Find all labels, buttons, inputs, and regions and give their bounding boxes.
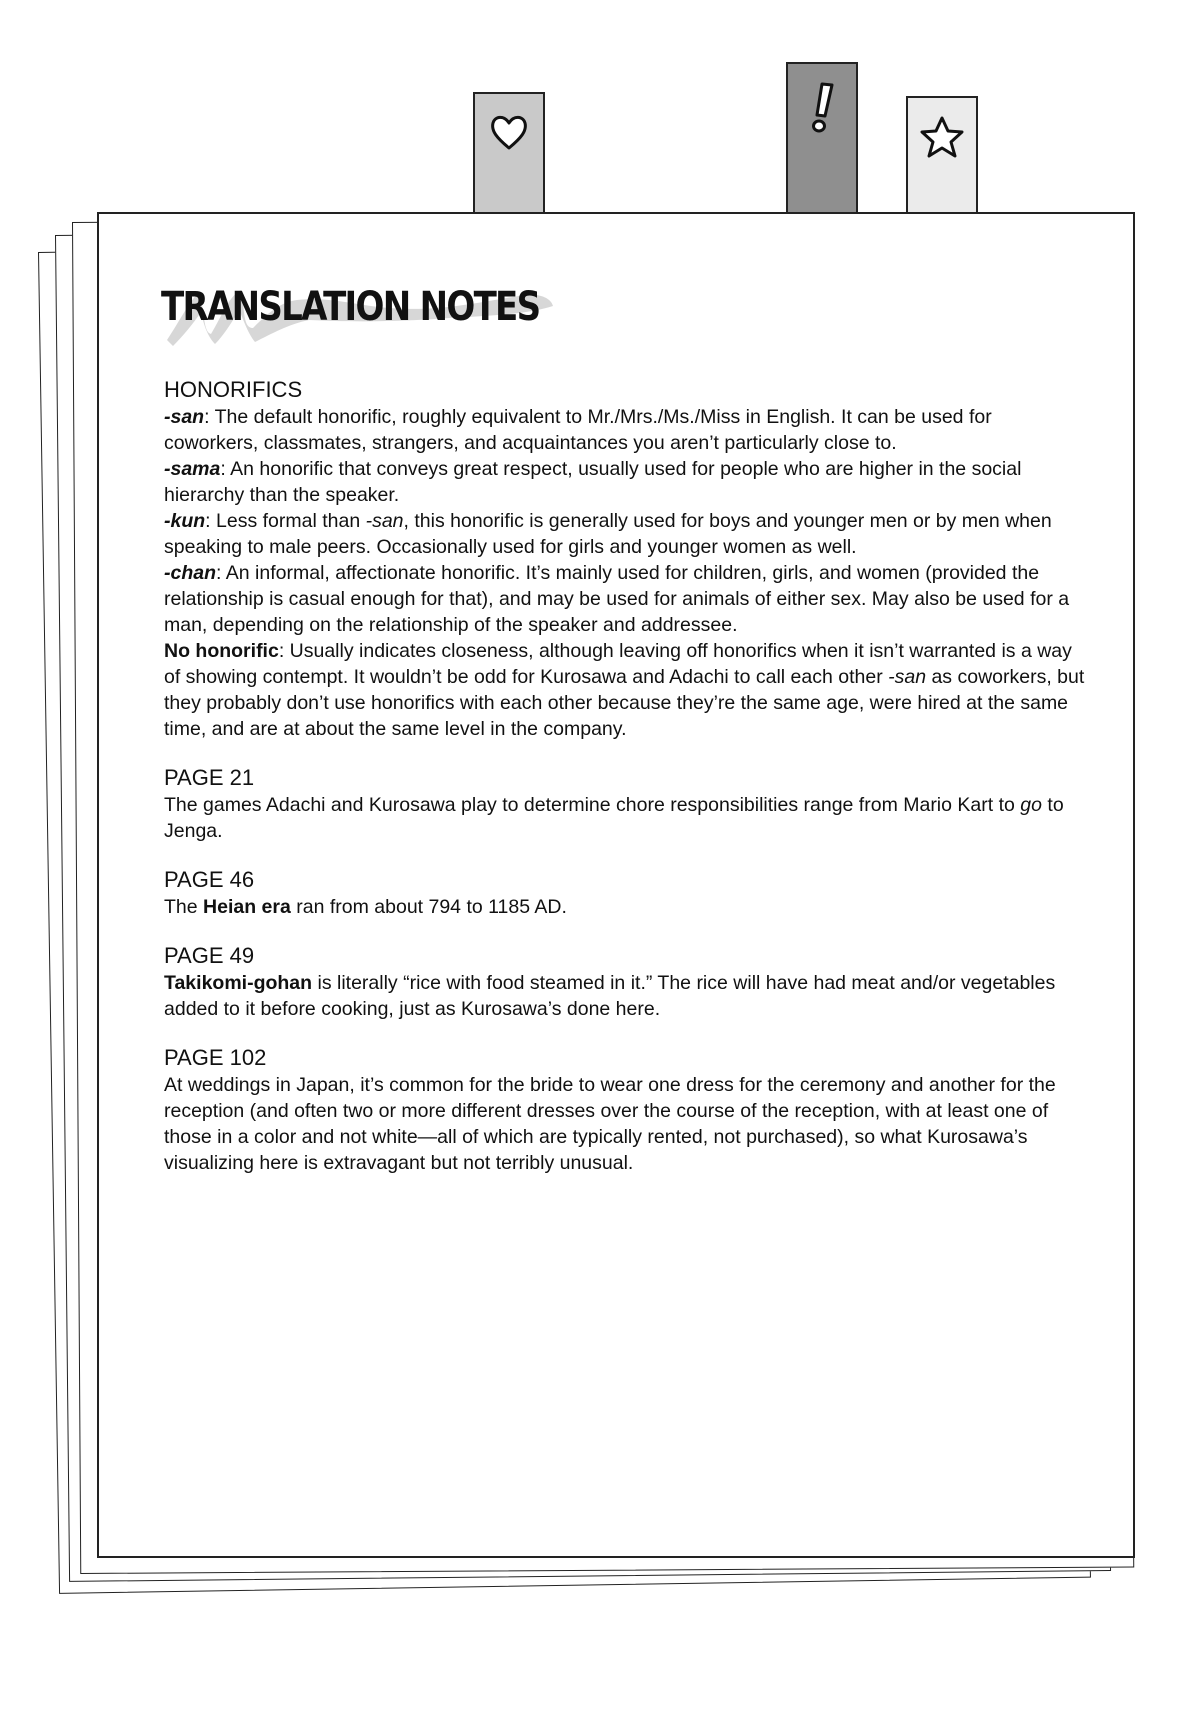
honorifics-heading: HONORIFICS [164, 377, 303, 402]
note-sama [164, 456, 1089, 508]
term-takikomi-gohan: Takikomi-gohan [164, 972, 313, 994]
page-21-text-2: to Jenga. [164, 794, 1064, 842]
page-49-note [164, 970, 1089, 1022]
page-49-section [164, 942, 1089, 1022]
page-49-text: is literally “rice with food steamed in it.” The rice will have had meat and/or vegetables added to it before cooking, just as Kurosawa’s done here. [164, 972, 1056, 1020]
note-kun [164, 508, 1089, 560]
bookmark-tab-exclamation [786, 62, 858, 226]
page-21-text-1: The games Adachi and Kurosawa play to determine chore responsibilities range from Mario Kart to [164, 794, 1021, 816]
page-21-heading: PAGE 21 [164, 765, 255, 790]
translation-notes-page [97, 212, 1135, 1558]
page-21-go: go [1020, 794, 1042, 816]
ref-san-2: -san [888, 666, 927, 688]
term-kun: -kun [164, 510, 206, 532]
term-chan: -chan [164, 562, 217, 584]
star-icon [918, 114, 966, 160]
honorifics-section [164, 376, 1089, 742]
page-102-heading: PAGE 102 [164, 1045, 267, 1070]
page-21-note [164, 792, 1089, 844]
bookmark-tab-star [906, 96, 978, 226]
term-sama: -sama [164, 458, 221, 480]
page-title: TRANSLATION NOTES [161, 284, 540, 330]
title-block [159, 262, 599, 352]
text-chan: : An informal, affectionate honorific. It’s mainly used for children, girls, and women (provided the relationship is casual enough for that), and may be used for animals of either sex. May also be used for a man, depending on the relationship of the speaker and addressee. [164, 562, 1070, 636]
page-21-section [164, 764, 1089, 844]
note-no-honorific [164, 638, 1089, 742]
page-46-text-2: ran from about 794 to 1185 AD. [290, 896, 567, 918]
term-no-honorific: No honorific [164, 640, 279, 662]
page-102-note: At weddings in Japan, it’s common for the bride to wear one dress for the ceremony and another for the reception (and often two or more different dresses over the course of the reception, with at least one of those in a color and not white—all of which are typically rented, not purchased), so what Kurosawa’s visualizing here is extravagant but not terribly unusual. [164, 1074, 1056, 1174]
term-heian-era: Heian era [203, 896, 291, 918]
text-no-honorific-2: as coworkers, but they probably don’t use honorifics with each other because they’re the same age, were hired at the same time, and are at about the same level in the company. [164, 666, 1085, 740]
page-102-section [164, 1044, 1089, 1176]
ref-san: -san [365, 510, 404, 532]
heart-icon [487, 110, 531, 154]
page-46-text-1: The [164, 896, 204, 918]
term-san: -san [164, 406, 205, 428]
note-chan [164, 560, 1089, 638]
text-no-honorific-1: : Usually indicates closeness, although leaving off honorifics when it isn’t warranted is a way of showing contempt. It wouldn’t be odd for Kurosawa and Adachi to call each other [164, 640, 1072, 688]
text-sama: : An honorific that conveys great respect, usually used for people who are higher in the social hierarchy than the speaker. [164, 458, 1022, 506]
exclamation-icon [802, 80, 842, 136]
text-kun-2: , this honorific is generally used for boys and younger men or by men when speaking to male peers. Occasionally used for girls and younger women as well. [164, 510, 1052, 558]
page-46-note [164, 894, 1089, 920]
page-49-heading: PAGE 49 [164, 943, 255, 968]
text-san: : The default honorific, roughly equivalent to Mr./Mrs./Ms./Miss in English. It can be used for coworkers, classmates, strangers, and acquaintances you aren’t particularly close to. [164, 406, 992, 454]
page-46-heading: PAGE 46 [164, 867, 255, 892]
bookmark-tab-heart [473, 92, 545, 226]
note-san [164, 404, 1089, 456]
page-46-section [164, 866, 1089, 920]
text-kun-1: : Less formal than [205, 510, 366, 532]
notes-content [164, 376, 1089, 1198]
